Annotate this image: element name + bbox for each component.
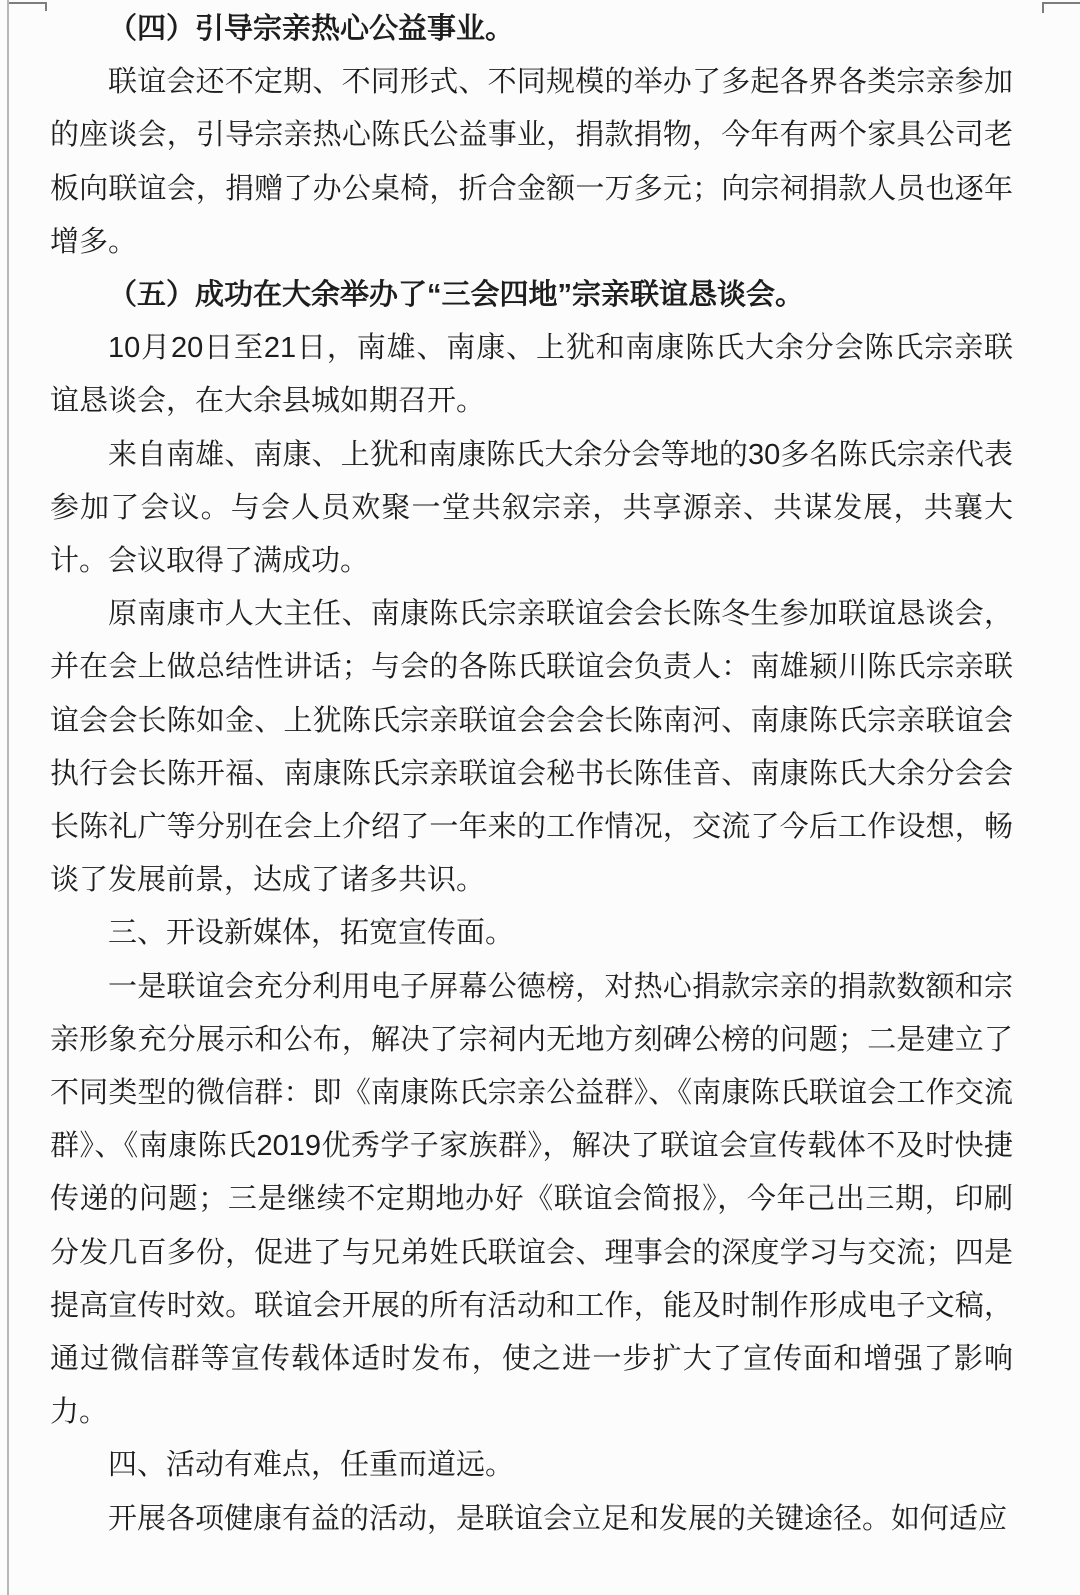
paragraph[interactable]: 一是联谊会充分利用电子屏幕公德榜，对热心捐款宗亲的捐款数额和宗亲形象充分展示和公布，解决了宗祠内无地方刻碑公榜的问题；二是建立了不同类型的微信群：即《南康陈氏宗亲公益群》、《南康陈氏联谊会工作交流群》、《南康陈氏2019优秀学子家族群》，解决了联谊会宣传载体不及时快捷传递的问题；三是继续不定期地办好《联谊会简报》，今年己出三期，印刷分发几百多份，促进了与兄弟姓氏联谊会、理事会的深度学习与交流；四是提高宣传时效。联谊会开展的所有活动和工作，能及时制作形成电子文稿，通过微信群等宣传载体适时发布，使之进一步扩大了宣传面和增强了影响力。 <box>50 970 1013 1429</box>
text-boundary-mark-top-right <box>1042 2 1080 4</box>
text-boundary-mark-top-right-tick <box>1042 2 1044 13</box>
paragraph[interactable]: 三、开设新媒体，拓宽宣传面。 <box>108 917 515 950</box>
document-text-area[interactable] <box>50 3 1013 1546</box>
paragraph[interactable]: 来自南雄、南康、上犹和南康陈氏大余分会等地的30多名陈氏宗亲代表参加了会议。与会人员欢聚一堂共叙宗亲，共享源亲、共谋发展，共襄大计。会议取得了满成功。 <box>50 438 1013 578</box>
section-heading[interactable]: （四）引导宗亲热心公益事业。 <box>108 13 515 45</box>
section-heading[interactable]: （五）成功在大余举办了“三会四地”宗亲联谊恳谈会。 <box>108 279 805 312</box>
paragraph[interactable]: 原南康市人大主任、南康陈氏宗亲联谊会会长陈冬生参加联谊恳谈会，并在会上做总结性讲话；与会的各陈氏联谊会负责人：南雄颍川陈氏宗亲联谊会会长陈如金、上犹陈氏宗亲联谊会会会长陈南河、南康陈氏宗亲联谊会执行会长陈开福、南康陈氏宗亲联谊会秘书长陈佳音、南康陈氏大余分会会长陈礼广等分别在会上介绍了一年来的工作情况，交流了今后工作设想，畅谈了发展前景，达成了诸多共识。 <box>50 598 1013 897</box>
paragraph[interactable]: 开展各项健康有益的活动，是联谊会立足和发展的关键途径。如何适应 <box>108 1502 1008 1535</box>
page-edge-line <box>7 0 9 1595</box>
text-boundary-mark-top-left <box>9 2 47 4</box>
paragraph[interactable]: 10月20日至21日，南雄、南康、上犹和南康陈氏大余分会陈氏宗亲联谊恳谈会，在大余县城如期召开。 <box>50 332 1013 418</box>
paragraph[interactable]: 联谊会还不定期、不同形式、不同规模的举办了多起各界各类宗亲参加的座谈会，引导宗亲热心陈氏公益事业，捐款捐物，今年有两个家具公司老板向联谊会，捐赠了办公桌椅，折合金额一万多元；向宗祠捐款人员也逐年增多。 <box>50 66 1013 258</box>
text-boundary-mark-top-left-tick <box>45 2 47 11</box>
paragraph[interactable]: 四、活动有难点，任重而道远。 <box>108 1449 515 1482</box>
